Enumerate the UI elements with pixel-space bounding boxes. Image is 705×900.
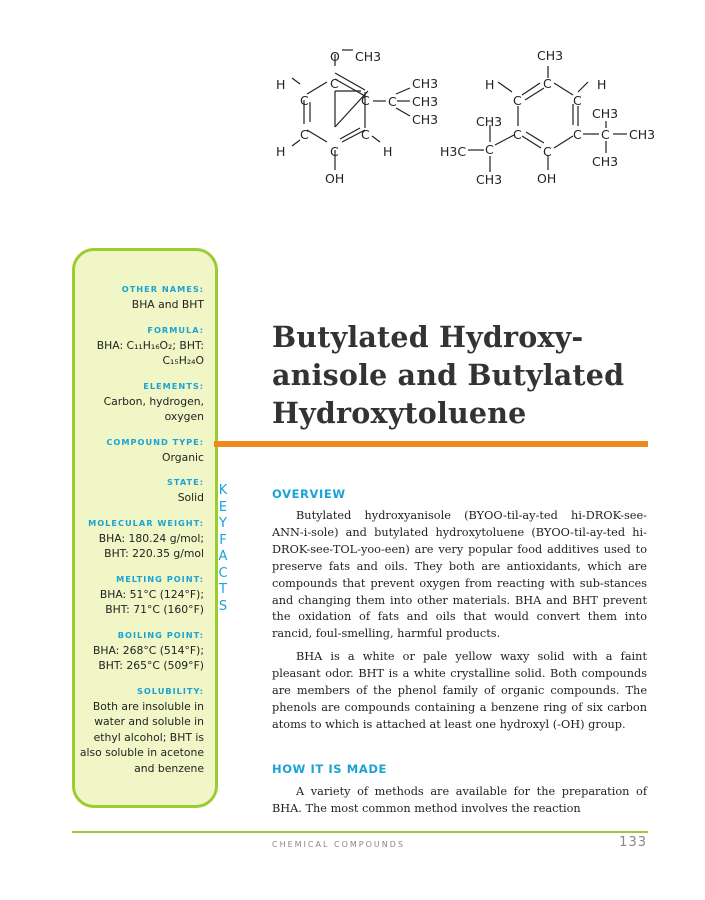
- bht-methyl-label: CH3: [592, 154, 619, 169]
- fact-value: BHA: 180.24 g/mol; BHT: 220.35 g/mol: [98, 531, 204, 560]
- bha-ring-carbon: C: [361, 127, 370, 142]
- page-number: 133: [619, 835, 647, 850]
- bht-hydrogen-label: H: [597, 77, 607, 92]
- fact-compound-type: [72, 436, 204, 466]
- fact-value: Carbon, hydrogen, oxygen: [103, 394, 204, 423]
- bha-methyl-label: CH3: [412, 76, 439, 91]
- how-made-heading: HOW IT IS MADE: [272, 762, 387, 776]
- overview-heading: OVERVIEW: [272, 487, 346, 501]
- footer-running-title: CHEMICAL COMPOUNDS: [272, 840, 405, 849]
- bha-ring-carbon: C: [361, 93, 370, 108]
- bha-methyl-label: CH3: [412, 94, 439, 109]
- bha-methyl-label: CH3: [412, 112, 439, 127]
- bht-methyl-label: CH3: [629, 127, 656, 142]
- bht-ring-carbon: C: [573, 93, 582, 108]
- bha-oxygen-label: O: [330, 49, 340, 64]
- bht-methyl-label: CH3: [537, 48, 564, 63]
- fact-boiling-point: [72, 629, 204, 674]
- fact-value: BHA: C₁₁H₁₆O₂; BHT: C₁₅H₂₄O: [96, 338, 204, 367]
- chemical-structures: [262, 42, 662, 192]
- fact-value: Solid: [177, 491, 204, 504]
- fact-label: SOLUBILITY:: [136, 685, 204, 696]
- fact-value: BHA: 268°C (514°F); BHT: 265°C (509°F): [92, 643, 204, 672]
- bht-methyl-label: CH3: [592, 106, 619, 121]
- fact-molecular-weight: [72, 517, 204, 562]
- bht-ring-carbon: C: [543, 76, 552, 91]
- bha-hydrogen-label: H: [276, 144, 286, 159]
- bha-tbutyl-carbon: C: [388, 94, 397, 109]
- bha-structure: [276, 49, 438, 186]
- fact-label: ELEMENTS:: [143, 380, 204, 391]
- fact-label: FORMULA:: [147, 324, 204, 335]
- bht-methyl-label: CH3: [476, 172, 503, 187]
- fact-label: COMPOUND TYPE:: [106, 436, 204, 447]
- bha-methoxy-label: CH3: [355, 49, 382, 64]
- footer-divider: [72, 831, 648, 833]
- fact-solubility: [72, 685, 204, 777]
- title-divider: [214, 441, 648, 447]
- page-title: Butylated Hydroxy-anisole and Butylated Hydroxytoluene: [272, 320, 625, 430]
- fact-value: BHA: 51°C (124°F); BHT: 71°C (160°F): [99, 587, 204, 616]
- fact-formula: [72, 324, 204, 369]
- fact-label: BOILING POINT:: [117, 629, 204, 640]
- fact-value: BHA and BHT: [131, 298, 204, 311]
- key-facts-list: [72, 283, 204, 787]
- bha-hydroxyl-label: OH: [325, 171, 345, 186]
- fact-label: OTHER NAMES:: [121, 284, 204, 294]
- overview-paragraph-2: BHA is a white or pale yellow waxy solid with a faint pleasant odor. BHT is a white crystalline solid. Both compounds are members of the phenol family of organic compounds. The phenols are compounds containing a benzene ring of six carbon atoms to which is attached at least one hydroxyl (-OH) group.: [272, 650, 647, 731]
- bht-hydroxyl-label: OH: [537, 171, 557, 186]
- bht-ring-carbon: C: [513, 93, 522, 108]
- bht-structure: [440, 48, 655, 187]
- bht-hydrogen-label: H: [485, 77, 495, 92]
- fact-label: STATE:: [167, 477, 204, 487]
- fact-value: Both are insoluble in water and soluble in ethyl alcohol; BHT is also soluble in acetone and benzene: [79, 699, 204, 775]
- key-facts-side-label: KEY FACTS: [218, 483, 228, 614]
- fact-state: [72, 476, 204, 506]
- bha-ring-carbon: C: [300, 93, 309, 108]
- structure-diagram: [262, 42, 662, 192]
- bht-ring-carbon: C: [513, 127, 522, 142]
- fact-other-names: [72, 283, 204, 313]
- bha-ring-carbon: C: [330, 76, 339, 91]
- fact-elements: [72, 380, 204, 425]
- bha-ring-carbon: C: [300, 127, 309, 142]
- fact-melting-point: [72, 573, 204, 618]
- key-facts-panel: [72, 248, 218, 808]
- bht-ring-carbon: C: [573, 127, 582, 142]
- bht-methyl-label: CH3: [476, 114, 503, 129]
- fact-label: MELTING POINT:: [116, 573, 204, 584]
- bha-hydrogen-label: H: [383, 144, 393, 159]
- bha-hydrogen-label: H: [276, 77, 286, 92]
- bht-tbutyl-carbon: C: [485, 142, 494, 157]
- bha-ring-carbon: C: [330, 144, 339, 159]
- fact-value: Organic: [162, 450, 204, 464]
- fact-label: MOLECULAR WEIGHT:: [88, 517, 204, 528]
- overview-paragraph-1: Butylated hydroxyanisole (BYOO-til-ay-ted hi-DROK-see-ANN-i-sole) and butylated hydroxytoluene (BYOO-til-ay-ted hi-DROK-see-TOL-yoo-een) are very popular food additives used to preserve fats and oils. They both are antioxidants, which are compounds that prevent oxygen from reacting with sub-stances and changing them into other materials. BHA and BHT prevent the oxidation of fats and oils that would convert them into rancid, foul-smelling, harmful products.: [272, 509, 647, 641]
- bht-tbutyl-carbon: C: [601, 127, 610, 142]
- how-made-paragraph-1: A variety of methods are available for the preparation of BHA. The most common method involves the reaction: [272, 785, 647, 815]
- bht-methyl-label: H3C: [440, 144, 467, 159]
- bht-ring-carbon: C: [543, 144, 552, 159]
